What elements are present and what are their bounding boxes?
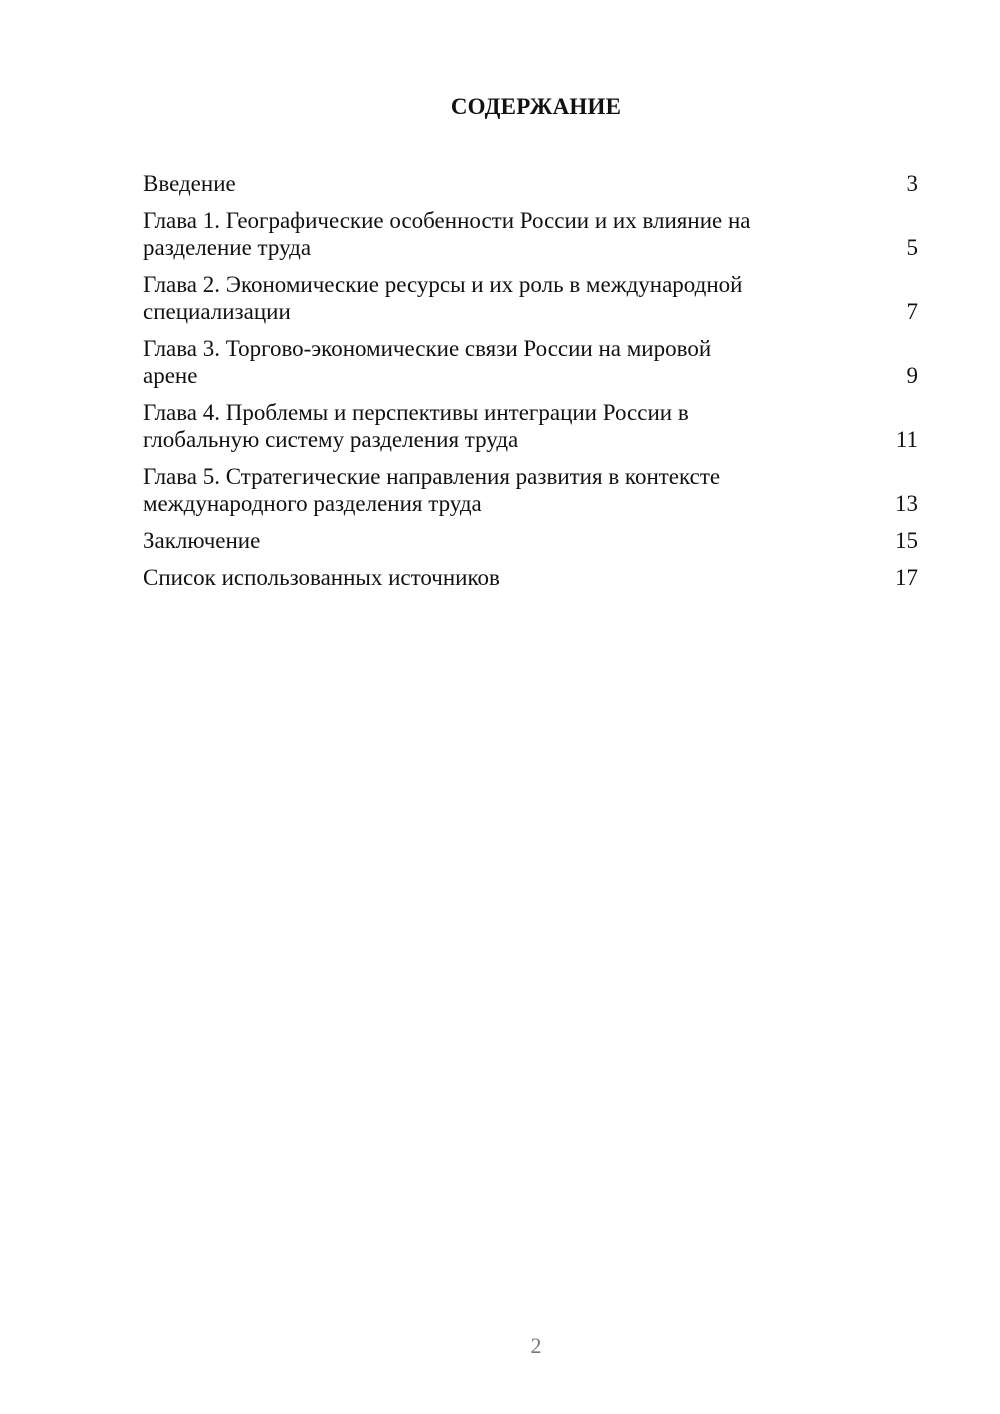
toc-entry-line: Заключение [143,528,261,553]
toc-entry-line: международного разделения труда [143,491,482,516]
toc-entry-line: глобальную систему разделения труда [143,427,519,452]
toc-entry-chapter-5[interactable] [143,463,918,517]
toc-entry-page: 5 [906,235,918,260]
toc-entry-line: Глава 4. Проблемы и перспективы интеграции России в [143,400,689,425]
toc-entry-page: 9 [906,363,918,388]
toc-entry-title [143,170,236,197]
toc-entry-chapter-3[interactable] [143,335,918,389]
toc-entry-introduction[interactable] [143,170,918,197]
toc-entry-chapter-2[interactable] [143,271,918,325]
toc-entry-page: 15 [895,528,918,553]
toc-entry-chapter-1[interactable] [143,207,918,261]
toc-entry-title [143,527,260,554]
toc-entry-line: Глава 5. Стратегические направления развития в контексте [143,464,721,489]
toc-entry-title [143,335,711,389]
toc-entry-chapter-4[interactable] [143,399,918,453]
toc-entry-title [143,399,689,453]
toc-entry-title [143,207,750,261]
toc-entry-line: арене [143,363,198,388]
toc-entry-page: 13 [895,491,918,516]
toc-entry-line: Введение [143,171,236,196]
toc-entry-line: Глава 3. Торгово-экономические связи России на мировой [143,336,712,361]
page-title: СОДЕРЖАНИЕ [450,94,622,119]
toc-entry-title [143,463,720,517]
toc-entry-title [143,271,742,325]
toc-entry-page: 11 [895,427,918,452]
toc-entry-line: Глава 2. Экономические ресурсы и их роль в международной [143,272,743,297]
toc-entry-references[interactable] [143,564,918,591]
toc-entry-page: 7 [906,299,918,324]
toc-entry-line: Список использованных источников [143,565,500,590]
toc-entry-page: 17 [895,565,918,590]
toc-entry-line: разделение труда [143,235,312,260]
toc-entry-page: 3 [906,171,918,196]
toc-entry-conclusion[interactable] [143,527,918,554]
toc-entry-title [143,564,500,591]
table-of-contents [143,170,918,601]
page-number: 2 [530,1333,542,1358]
toc-entry-line: специализации [143,299,291,324]
toc-entry-line: Глава 1. Географические особенности России и их влияние на [143,208,751,233]
